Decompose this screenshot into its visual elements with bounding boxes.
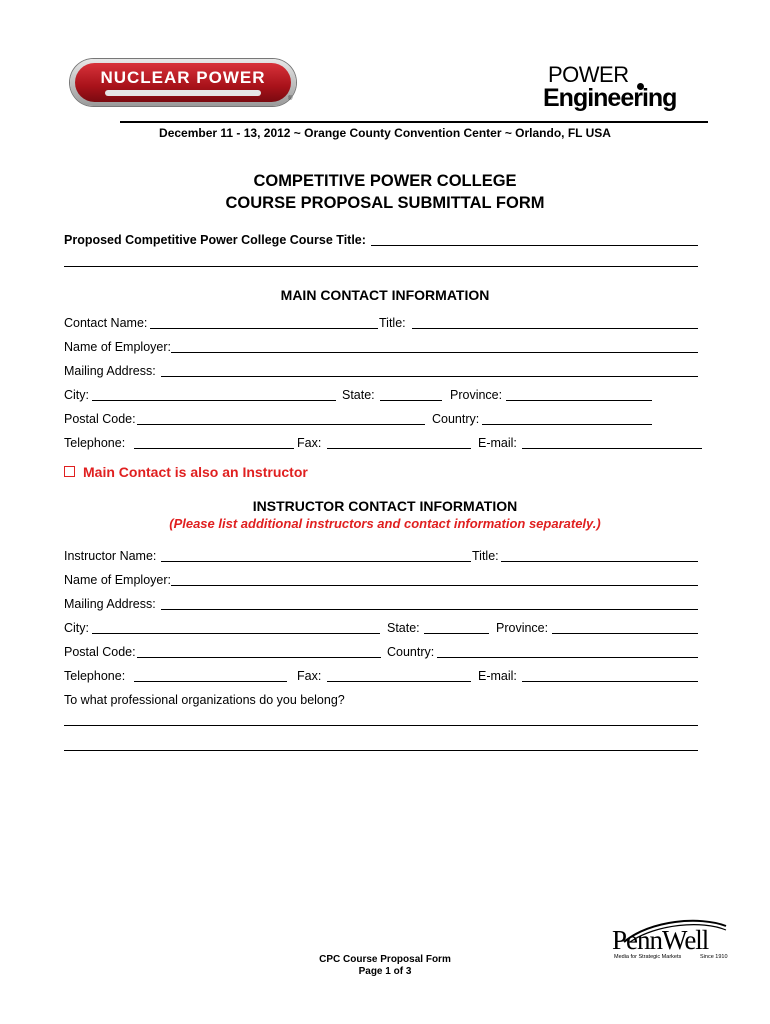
header-divider <box>120 121 708 123</box>
organizations-field-line2[interactable] <box>64 750 698 751</box>
instructor-employer-field[interactable] <box>171 585 698 586</box>
instructor-email-field[interactable] <box>522 681 698 682</box>
course-title-field-line2[interactable] <box>64 266 698 267</box>
instructor-email-label: E-mail: <box>478 669 517 683</box>
contact-country-label: Country: <box>432 412 480 426</box>
instructor-employer-label: Name of Employer: <box>64 573 171 587</box>
instructor-checkbox-row[interactable] <box>64 464 308 480</box>
instructor-mailing-label: Mailing Address: <box>64 597 156 611</box>
instructor-province-label: Province: <box>496 621 549 635</box>
contact-state-field[interactable] <box>380 400 442 401</box>
contact-email-label: E-mail: <box>478 436 517 450</box>
footer-form-name: CPC Course Proposal Form <box>319 954 451 965</box>
instructor-fax-field[interactable] <box>327 681 471 682</box>
instructor-mailing-field[interactable] <box>161 609 698 610</box>
contact-postal-field[interactable] <box>137 424 425 425</box>
contact-employer-field[interactable] <box>171 352 698 353</box>
contact-province-field[interactable] <box>506 400 652 401</box>
course-title-label: Proposed Competitive Power College Course Title: <box>64 233 366 247</box>
nuclear-power-logo-subbar <box>105 90 261 96</box>
event-line: December 11 - 13, 2012 ~ Orange County Convention Center ~ Orlando, FL USA <box>159 126 611 140</box>
instructor-note: (Please list additional instructors and contact information separately.) <box>169 516 601 531</box>
contact-mailing-field[interactable] <box>161 376 698 377</box>
contact-city-label: City: <box>64 388 89 402</box>
pennwell-tagline: Media for Strategic Markets <box>614 954 682 960</box>
organizations-question: To what professional organizations do you belong? <box>64 693 345 707</box>
contact-employer-label: Name of Employer: <box>64 340 171 354</box>
organizations-field-line1[interactable] <box>64 725 698 726</box>
checkbox-icon[interactable] <box>64 466 75 477</box>
contact-email-field[interactable] <box>522 448 702 449</box>
contact-postal-label: Postal Code: <box>64 412 136 426</box>
instructor-postal-label: Postal Code: <box>64 645 136 659</box>
main-contact-heading: MAIN CONTACT INFORMATION <box>280 287 490 303</box>
contact-telephone-field[interactable] <box>134 448 294 449</box>
instructor-state-label: State: <box>387 621 420 635</box>
contact-city-field[interactable] <box>92 400 336 401</box>
instructor-fax-label: Fax: <box>297 669 322 683</box>
pennwell-since: Since 1910 <box>700 954 728 960</box>
contact-telephone-label: Telephone: <box>64 436 126 450</box>
nuclear-power-logo-badge <box>75 63 291 102</box>
contact-fax-field[interactable] <box>327 448 471 449</box>
instructor-city-label: City: <box>64 621 89 635</box>
instructor-telephone-field[interactable] <box>134 681 287 682</box>
instructor-name-label: Instructor Name: <box>64 549 157 563</box>
instructor-country-label: Country: <box>387 645 435 659</box>
contact-province-label: Province: <box>450 388 503 402</box>
instructor-telephone-label: Telephone: <box>64 669 126 683</box>
instructor-title-label: Title: <box>472 549 499 563</box>
contact-country-field[interactable] <box>482 424 652 425</box>
contact-mailing-label: Mailing Address: <box>64 364 156 378</box>
instructor-heading: INSTRUCTOR CONTACT INFORMATION <box>252 498 518 514</box>
instructor-city-field[interactable] <box>92 633 380 634</box>
power-engineering-logo-bottom: Engineering <box>543 84 677 112</box>
power-engineering-logo-top: POWER <box>548 62 629 87</box>
contact-name-label: Contact Name: <box>64 316 148 330</box>
contact-title-field[interactable] <box>412 328 698 329</box>
registered-mark: ® <box>288 96 293 102</box>
contact-fax-label: Fax: <box>297 436 322 450</box>
instructor-province-field[interactable] <box>552 633 698 634</box>
instructor-state-field[interactable] <box>424 633 489 634</box>
form-title-line1: COMPETITIVE POWER COLLEGE <box>253 172 517 190</box>
instructor-name-field[interactable] <box>161 561 471 562</box>
instructor-checkbox-label: Main Contact is also an Instructor <box>83 464 308 480</box>
instructor-country-field[interactable] <box>437 657 698 658</box>
nuclear-power-logo <box>70 59 296 106</box>
contact-title-label: Title: <box>379 316 406 330</box>
footer-page-number: Page 1 of 3 <box>358 966 412 977</box>
instructor-title-field[interactable] <box>501 561 698 562</box>
instructor-postal-field[interactable] <box>137 657 381 658</box>
contact-name-field[interactable] <box>150 328 378 329</box>
nuclear-power-logo-text: NUCLEAR POWER <box>100 68 266 87</box>
form-title-line2: COURSE PROPOSAL SUBMITTAL FORM <box>225 194 545 212</box>
contact-state-label: State: <box>342 388 375 402</box>
pennwell-logo-text: PennWell <box>612 925 709 955</box>
course-title-field[interactable] <box>371 245 698 246</box>
